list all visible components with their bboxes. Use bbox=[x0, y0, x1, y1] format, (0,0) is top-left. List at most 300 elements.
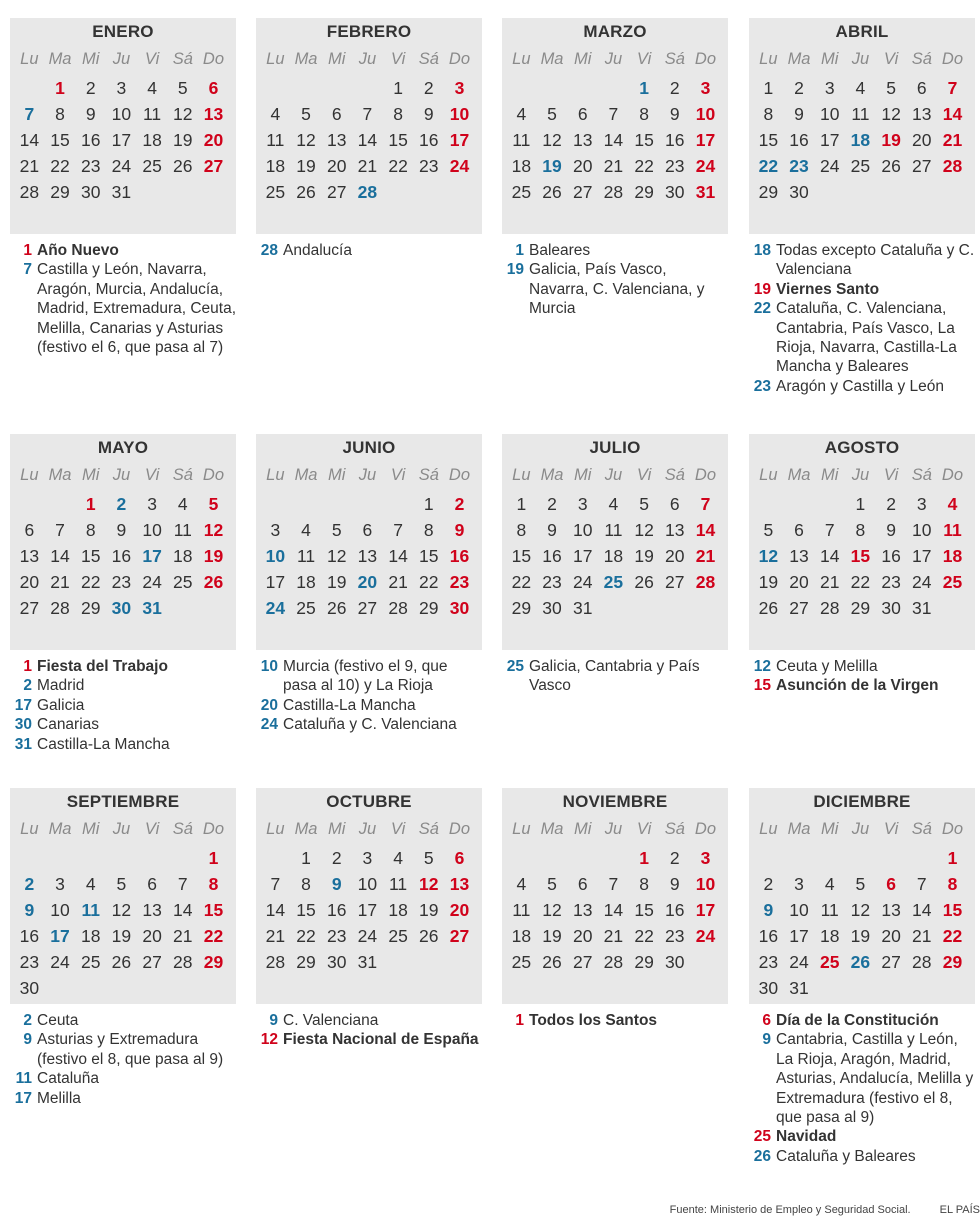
holiday-notes bbox=[256, 657, 482, 735]
weekday-label: Do bbox=[694, 466, 717, 484]
day-cell: 26 bbox=[296, 182, 316, 202]
day-cell: 4 bbox=[85, 874, 96, 894]
day-cell: 9 bbox=[669, 104, 680, 124]
day-cell: 8 bbox=[947, 874, 958, 894]
day-cell: 23 bbox=[881, 572, 901, 592]
day-cell: 31 bbox=[357, 952, 378, 972]
holiday-text: Año Nuevo bbox=[37, 242, 119, 259]
holiday-day: 19 bbox=[753, 280, 771, 298]
holiday-text: Baleares bbox=[529, 242, 591, 259]
weekday-label: Lu bbox=[759, 50, 778, 68]
day-cell: 6 bbox=[208, 78, 219, 98]
day-cell: 19 bbox=[634, 546, 654, 566]
day-cell: 8 bbox=[85, 520, 96, 540]
holiday-notes bbox=[502, 657, 728, 696]
day-cell: 17 bbox=[572, 546, 593, 566]
weekday-label: Sá bbox=[664, 50, 685, 68]
day-cell: 27 bbox=[449, 926, 470, 946]
month-calendar bbox=[256, 788, 482, 1004]
day-cell: 13 bbox=[665, 520, 685, 540]
day-cell: 26 bbox=[850, 952, 871, 972]
weekday-label: Do bbox=[448, 820, 471, 838]
day-cell: 5 bbox=[763, 520, 774, 540]
day-cell: 27 bbox=[203, 156, 224, 176]
day-cell: 6 bbox=[331, 104, 342, 124]
day-cell: 10 bbox=[572, 520, 593, 540]
day-cell: 18 bbox=[511, 156, 532, 176]
day-cell: 21 bbox=[942, 130, 963, 150]
day-cell: 25 bbox=[80, 952, 101, 972]
day-cell: 2 bbox=[547, 494, 557, 514]
day-cell: 7 bbox=[177, 874, 188, 894]
day-cell: 26 bbox=[173, 156, 193, 176]
day-cell: 2 bbox=[24, 874, 35, 894]
day-cell: 24 bbox=[142, 572, 162, 592]
holiday-text: Día de la Constitución bbox=[776, 1012, 939, 1029]
day-cell: 25 bbox=[173, 572, 193, 592]
day-cell: 24 bbox=[50, 952, 70, 972]
day-cell: 7 bbox=[55, 520, 65, 540]
day-cell: 20 bbox=[19, 572, 40, 592]
weekday-label: Sá bbox=[664, 820, 685, 838]
day-cell: 15 bbox=[50, 130, 70, 150]
day-cell: 15 bbox=[419, 546, 439, 566]
day-cell: 13 bbox=[203, 104, 224, 124]
weekday-label: Ju bbox=[358, 466, 377, 484]
day-cell: 23 bbox=[80, 156, 101, 176]
day-cell: 12 bbox=[542, 130, 562, 150]
day-cell: 20 bbox=[203, 130, 224, 150]
day-cell: 23 bbox=[111, 572, 132, 592]
weekday-header bbox=[753, 50, 968, 69]
day-cell: 1 bbox=[393, 78, 403, 98]
day-cell: 20 bbox=[572, 926, 593, 946]
day-cell: 29 bbox=[419, 598, 439, 618]
day-cell: 18 bbox=[142, 130, 162, 150]
day-cell: 23 bbox=[326, 926, 347, 946]
day-cell: 30 bbox=[449, 598, 470, 618]
day-cell: 10 bbox=[789, 900, 809, 920]
day-cell: 30 bbox=[789, 182, 809, 202]
weekday-label: Mi bbox=[574, 50, 592, 68]
holiday-note bbox=[749, 241, 975, 280]
day-cell: 23 bbox=[789, 156, 809, 176]
day-cell: 12 bbox=[758, 546, 779, 566]
day-cell: 25 bbox=[296, 598, 316, 618]
day-cell: 23 bbox=[419, 156, 439, 176]
day-cell: 16 bbox=[758, 926, 779, 946]
day-cell: 27 bbox=[572, 182, 593, 202]
weekday-label: Ma bbox=[540, 50, 564, 68]
day-cell: 11 bbox=[143, 104, 162, 124]
day-cell: 6 bbox=[24, 520, 35, 540]
day-cell: 16 bbox=[542, 546, 562, 566]
month-title: SEPTIEMBRE bbox=[66, 792, 180, 811]
holiday-text: Ceuta bbox=[37, 1012, 79, 1029]
day-cell: 19 bbox=[542, 926, 562, 946]
day-cell: 24 bbox=[789, 952, 809, 972]
holiday-notes bbox=[749, 657, 975, 696]
weekday-label: Lu bbox=[759, 466, 778, 484]
weekday-label: Ju bbox=[851, 466, 870, 484]
day-cell: 14 bbox=[388, 546, 408, 566]
day-cell: 5 bbox=[116, 874, 127, 894]
day-cell: 3 bbox=[700, 78, 711, 98]
weekday-header bbox=[14, 820, 229, 839]
day-cell: 20 bbox=[912, 130, 932, 150]
month-diciembre bbox=[749, 788, 975, 1166]
day-cell: 2 bbox=[886, 494, 896, 514]
day-cell: 15 bbox=[203, 900, 224, 920]
month-calendar bbox=[10, 18, 236, 234]
day-cell: 24 bbox=[695, 926, 716, 946]
day-grid bbox=[506, 846, 721, 976]
day-cell: 14 bbox=[50, 546, 70, 566]
day-cell: 5 bbox=[301, 104, 311, 124]
holiday-day: 9 bbox=[23, 1031, 32, 1049]
day-cell: 21 bbox=[603, 926, 624, 946]
day-cell: 4 bbox=[270, 104, 281, 124]
day-cell: 25 bbox=[142, 156, 162, 176]
day-cell: 29 bbox=[511, 598, 532, 618]
holiday-day: 1 bbox=[23, 658, 32, 675]
weekday-label: Mi bbox=[328, 50, 346, 68]
day-cell: 19 bbox=[419, 900, 439, 920]
day-cell: 2 bbox=[331, 848, 342, 868]
holiday-note bbox=[10, 260, 236, 357]
holiday-text: Asunción de la Virgen bbox=[776, 677, 939, 695]
day-cell: 31 bbox=[142, 598, 162, 618]
day-cell: 16 bbox=[665, 130, 685, 150]
holiday-notes bbox=[10, 241, 236, 357]
holiday-day: 25 bbox=[753, 1128, 771, 1146]
holiday-note bbox=[502, 657, 728, 696]
day-cell: 27 bbox=[357, 598, 378, 618]
day-cell: 22 bbox=[942, 926, 963, 946]
day-cell: 15 bbox=[634, 900, 654, 920]
holiday-note bbox=[502, 1011, 728, 1030]
day-cell: 11 bbox=[512, 900, 531, 920]
weekday-label: Sá bbox=[911, 466, 932, 484]
day-cell: 20 bbox=[357, 572, 378, 592]
weekday-label: Vi bbox=[390, 50, 406, 68]
day-cell: 13 bbox=[449, 874, 470, 894]
weekday-label: Ma bbox=[48, 820, 72, 838]
holiday-note bbox=[256, 1011, 482, 1030]
day-cell: 18 bbox=[80, 926, 101, 946]
holiday-day: 1 bbox=[515, 242, 524, 259]
day-cell: 22 bbox=[634, 156, 654, 176]
day-cell: 10 bbox=[357, 874, 378, 894]
day-cell: 25 bbox=[265, 182, 286, 202]
day-cell: 20 bbox=[665, 546, 685, 566]
day-cell: 16 bbox=[80, 130, 101, 150]
day-cell: 20 bbox=[326, 156, 347, 176]
day-cell: 15 bbox=[634, 130, 654, 150]
day-cell: 21 bbox=[819, 572, 840, 592]
day-cell: 29 bbox=[850, 598, 871, 618]
day-cell: 17 bbox=[695, 130, 716, 150]
day-cell: 15 bbox=[511, 546, 532, 566]
weekday-label: Sá bbox=[172, 50, 193, 68]
weekday-header bbox=[753, 466, 968, 485]
weekday-label: Ju bbox=[112, 466, 131, 484]
day-cell: 19 bbox=[326, 572, 347, 592]
day-cell: 21 bbox=[265, 926, 286, 946]
holiday-day: 28 bbox=[260, 242, 278, 259]
day-cell: 10 bbox=[265, 546, 286, 566]
day-cell: 7 bbox=[270, 874, 281, 894]
holiday-day: 26 bbox=[753, 1147, 771, 1165]
day-cell: 21 bbox=[50, 572, 70, 592]
weekday-label: Ma bbox=[48, 466, 72, 484]
day-cell: 2 bbox=[669, 848, 680, 868]
month-title: OCTUBRE bbox=[326, 792, 412, 811]
day-cell: 24 bbox=[449, 156, 470, 176]
holiday-note bbox=[10, 1011, 236, 1030]
day-cell: 14 bbox=[603, 900, 624, 920]
day-cell: 17 bbox=[50, 926, 70, 946]
day-cell: 30 bbox=[665, 182, 685, 202]
day-cell: 12 bbox=[203, 520, 224, 540]
day-cell: 1 bbox=[516, 494, 527, 514]
day-cell: 12 bbox=[419, 874, 439, 894]
holiday-note bbox=[749, 377, 975, 396]
weekday-label: Sá bbox=[911, 50, 932, 68]
day-cell: 25 bbox=[511, 182, 532, 202]
holiday-note bbox=[749, 280, 975, 299]
day-cell: 7 bbox=[916, 874, 927, 894]
month-octubre bbox=[256, 788, 482, 1050]
weekday-label: Sá bbox=[664, 466, 685, 484]
day-grid bbox=[506, 492, 721, 622]
holiday-text: Cataluña bbox=[37, 1070, 100, 1088]
day-cell: 7 bbox=[393, 520, 403, 540]
month-noviembre bbox=[502, 788, 728, 1030]
holiday-text: Murcia (festivo el 9, que pasa al 10) y La Rioja bbox=[283, 658, 448, 695]
day-cell: 11 bbox=[296, 546, 316, 566]
day-cell: 4 bbox=[855, 78, 866, 98]
weekday-label: Lu bbox=[266, 50, 285, 68]
day-cell: 10 bbox=[111, 104, 132, 124]
day-cell: 28 bbox=[357, 182, 378, 202]
day-cell: 24 bbox=[357, 926, 378, 946]
holiday-note bbox=[10, 1030, 236, 1069]
holiday-day: 2 bbox=[23, 677, 32, 695]
day-cell: 14 bbox=[695, 520, 716, 540]
day-cell: 6 bbox=[362, 520, 373, 540]
day-cell: 16 bbox=[111, 546, 132, 566]
month-calendar bbox=[749, 434, 975, 650]
holiday-day: 2 bbox=[23, 1012, 32, 1029]
weekday-label: Ma bbox=[787, 50, 811, 68]
month-title: MAYO bbox=[97, 438, 149, 457]
day-cell: 10 bbox=[912, 520, 932, 540]
holiday-text: Galicia bbox=[37, 696, 85, 714]
weekday-label: Lu bbox=[512, 820, 531, 838]
holiday-day: 6 bbox=[762, 1012, 771, 1029]
holiday-day: 15 bbox=[753, 677, 771, 695]
day-cell: 10 bbox=[695, 874, 716, 894]
holiday-text: Castilla-La Mancha bbox=[283, 696, 416, 714]
holiday-notes bbox=[10, 657, 236, 754]
weekday-header bbox=[260, 820, 475, 839]
weekday-label: Mi bbox=[821, 466, 839, 484]
day-cell: 11 bbox=[173, 520, 192, 540]
day-cell: 28 bbox=[603, 182, 624, 202]
day-cell: 18 bbox=[942, 546, 963, 566]
day-cell: 8 bbox=[301, 874, 311, 894]
weekday-label: Sá bbox=[418, 820, 439, 838]
day-cell: 5 bbox=[855, 874, 866, 894]
day-cell: 18 bbox=[511, 926, 532, 946]
day-cell: 22 bbox=[388, 156, 408, 176]
holiday-day: 25 bbox=[506, 658, 524, 675]
weekday-label: Sá bbox=[911, 820, 932, 838]
holiday-notes bbox=[749, 1011, 975, 1166]
holiday-text: Castilla y León, Navarra, Aragón, Murcia, Andalucía, Madrid, Extremadura, Ceuta, Melilla, Canarias y Asturias (festivo el 6, que pasa al 7) bbox=[37, 261, 237, 357]
month-calendar bbox=[749, 18, 975, 234]
holiday-day: 23 bbox=[753, 377, 771, 395]
day-cell: 17 bbox=[111, 130, 132, 150]
day-cell: 30 bbox=[665, 952, 685, 972]
weekday-header bbox=[14, 466, 229, 485]
month-mayo bbox=[10, 434, 236, 754]
day-cell: 3 bbox=[362, 848, 373, 868]
holiday-note bbox=[502, 241, 728, 260]
month-marzo bbox=[502, 18, 728, 319]
day-cell: 21 bbox=[912, 926, 932, 946]
day-cell: 6 bbox=[794, 520, 804, 540]
day-cell: 26 bbox=[111, 952, 132, 972]
day-cell: 5 bbox=[331, 520, 342, 540]
day-cell: 14 bbox=[19, 130, 40, 150]
day-cell: 31 bbox=[572, 598, 593, 618]
day-cell: 28 bbox=[695, 572, 716, 592]
weekday-label: Ju bbox=[112, 50, 131, 68]
weekday-label: Do bbox=[941, 466, 964, 484]
day-cell: 9 bbox=[763, 900, 774, 920]
month-enero bbox=[10, 18, 236, 357]
day-cell: 17 bbox=[819, 130, 840, 150]
weekday-label: Do bbox=[202, 466, 225, 484]
day-cell: 12 bbox=[850, 900, 871, 920]
day-cell: 11 bbox=[512, 130, 531, 150]
day-cell: 29 bbox=[50, 182, 70, 202]
day-cell: 13 bbox=[572, 130, 593, 150]
weekday-header bbox=[14, 50, 229, 69]
day-cell: 13 bbox=[881, 900, 901, 920]
day-cell: 25 bbox=[603, 572, 624, 592]
day-cell: 5 bbox=[639, 494, 649, 514]
weekday-label: Sá bbox=[172, 820, 193, 838]
weekday-label: Do bbox=[202, 50, 225, 68]
weekday-label: Ju bbox=[851, 820, 870, 838]
day-cell: 19 bbox=[296, 156, 316, 176]
day-cell: 15 bbox=[850, 546, 871, 566]
holiday-day: 24 bbox=[260, 716, 278, 734]
day-cell: 6 bbox=[916, 78, 927, 98]
day-cell: 7 bbox=[608, 104, 619, 124]
holiday-text: Canarias bbox=[37, 716, 100, 734]
source-credit: Fuente: Ministerio de Empleo y Seguridad Social. bbox=[669, 1204, 911, 1216]
weekday-label: Do bbox=[448, 50, 471, 68]
holiday-note bbox=[10, 735, 236, 754]
day-cell: 17 bbox=[265, 572, 286, 592]
day-cell: 31 bbox=[789, 978, 809, 998]
day-grid bbox=[753, 492, 968, 622]
day-cell: 5 bbox=[177, 78, 188, 98]
weekday-header bbox=[260, 50, 475, 69]
day-cell: 7 bbox=[608, 874, 619, 894]
day-cell: 27 bbox=[789, 598, 809, 618]
day-cell: 14 bbox=[265, 900, 286, 920]
day-cell: 11 bbox=[943, 520, 962, 540]
holiday-note bbox=[10, 241, 236, 260]
weekday-header bbox=[506, 50, 721, 69]
day-grid bbox=[753, 846, 968, 1002]
weekday-label: Mi bbox=[821, 820, 839, 838]
day-cell: 12 bbox=[296, 130, 316, 150]
day-cell: 27 bbox=[326, 182, 347, 202]
day-cell: 8 bbox=[55, 104, 65, 124]
day-cell: 29 bbox=[758, 182, 779, 202]
day-cell: 2 bbox=[116, 494, 127, 514]
day-cell: 29 bbox=[942, 952, 963, 972]
weekday-header bbox=[753, 820, 968, 839]
holiday-text: Madrid bbox=[37, 677, 85, 695]
weekday-label: Mi bbox=[82, 50, 100, 68]
holiday-day: 12 bbox=[753, 658, 771, 675]
holiday-note bbox=[749, 1127, 975, 1146]
holiday-text: Galicia, País Vasco, Navarra, C. Valenciana, y Murcia bbox=[529, 261, 705, 318]
month-febrero bbox=[256, 18, 482, 260]
day-cell: 2 bbox=[794, 78, 804, 98]
day-cell: 6 bbox=[886, 874, 896, 894]
day-cell: 14 bbox=[912, 900, 932, 920]
day-cell: 26 bbox=[419, 926, 439, 946]
month-calendar bbox=[10, 434, 236, 650]
day-cell: 6 bbox=[577, 104, 588, 124]
weekday-label: Vi bbox=[883, 820, 899, 838]
holiday-text: Todas excepto Cataluña y C. Valenciana bbox=[776, 242, 975, 279]
holiday-day: 1 bbox=[23, 242, 32, 259]
day-cell: 13 bbox=[572, 900, 593, 920]
holiday-notes bbox=[502, 1011, 728, 1030]
day-cell: 13 bbox=[326, 130, 347, 150]
day-cell: 19 bbox=[542, 156, 562, 176]
day-cell: 26 bbox=[542, 182, 562, 202]
day-cell: 20 bbox=[142, 926, 162, 946]
day-cell: 19 bbox=[758, 572, 779, 592]
day-cell: 7 bbox=[947, 78, 958, 98]
day-cell: 16 bbox=[419, 130, 439, 150]
day-cell: 16 bbox=[789, 130, 809, 150]
weekday-label: Do bbox=[941, 50, 964, 68]
day-cell: 25 bbox=[850, 156, 871, 176]
weekday-label: Do bbox=[202, 820, 225, 838]
weekday-label: Ma bbox=[294, 820, 318, 838]
weekday-label: Sá bbox=[418, 50, 439, 68]
holiday-day: 31 bbox=[14, 735, 32, 753]
day-cell: 3 bbox=[577, 494, 588, 514]
weekday-label: Ju bbox=[358, 50, 377, 68]
day-cell: 9 bbox=[116, 520, 127, 540]
day-cell: 10 bbox=[695, 104, 716, 124]
day-cell: 19 bbox=[173, 130, 193, 150]
day-cell: 13 bbox=[357, 546, 378, 566]
month-calendar bbox=[256, 18, 482, 234]
